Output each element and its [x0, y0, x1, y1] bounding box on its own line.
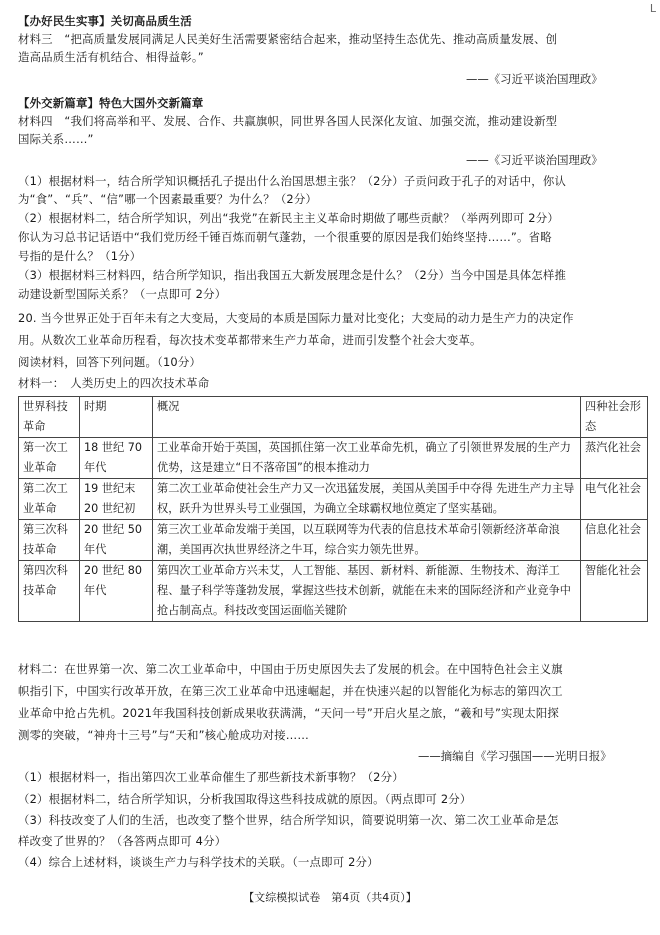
material-2-line-2: 帜指引下，中国实行改革开放，在第三次工业革命中迅速崛起，并在快速兴起的以智能化为标志的第四次工	[18, 684, 563, 698]
table-header-row	[19, 397, 648, 438]
material-4-line-1: 材料四 “我们将高举和平、发展、合作、共赢旗帜，同世界各国人民深化友谊、加强交流，推动建设新型	[18, 114, 558, 128]
cell-social-form: 电气化社会	[581, 479, 648, 520]
sub-question-4: （4）综合上述材料，谈谈生产力与科学技术的关联。（一点即可 2分）	[18, 855, 379, 869]
section-title-livelihood: 【办好民生实事】关切高品质生活	[18, 14, 192, 28]
question-2-line-3: 号指的是什么？（1分）	[18, 249, 142, 263]
header-period: 时期	[80, 397, 153, 438]
material-3-line-1: 材料三 “把高质量发展同满足人民美好生活需要紧密结合起来，推动坚持生态优先、推动高质量发展、创	[18, 32, 558, 46]
cell-revolution: 第四次科技革命	[19, 561, 80, 622]
table-row	[19, 520, 648, 561]
question-1-line-1: （1）根据材料一，结合所学知识概括孔子提出什么治国思想主张？（2分）子贡问政于孔子的对话中，你认	[18, 174, 567, 188]
section-title-diplomacy: 【外交新篇章】特色大国外交新篇章	[18, 96, 204, 110]
problem-20-line-1: 20. 当今世界正处于百年未有之大变局，大变局的本质是国际力量对比变化；大变局的动力是生产力的决定作	[18, 311, 574, 325]
header-revolution: 世界科技革命	[19, 397, 80, 438]
sub-question-2: （2）根据材料二，结合所学知识，分析我国取得这些科技成就的原因。（两点即可 2分）	[18, 792, 472, 806]
page-footer: 【文综模拟试卷 第4页（共4页）】	[243, 891, 417, 904]
material-4-source: ——《习近平谈治国理政》	[466, 153, 603, 167]
table-row	[19, 561, 648, 622]
material-3-line-2: 造高品质生活有机结合、相得益彰。”	[18, 50, 204, 64]
sub-question-3-line-1: （3）科技改变了人们的生活，也改变了整个世界，结合所学知识，简要说明第一次、第二次工业革命是怎	[18, 813, 559, 827]
sub-question-1: （1）根据材料一，指出第四次工业革命催生了那些新技术新事物？（2分）	[18, 770, 404, 784]
cell-revolution: 第三次科技革命	[19, 520, 80, 561]
material-2-line-3: 业革命中抢占先机。2021年我国科技创新成果收获满满，“天问一号”开启火星之旅，“羲和号”实现太阳探	[18, 706, 560, 720]
page-corner-mark: L	[649, 2, 656, 15]
sub-question-3-line-2: 样改变了世界的？（各答两点即可 4分）	[18, 834, 227, 848]
table-row	[19, 479, 648, 520]
cell-period: 20 世纪 50 年代	[80, 520, 153, 561]
material-2-source: ——摘编自《学习强国——光明日报》	[418, 749, 612, 763]
material-1-title: 材料一： 人类历史上的四次技术革命	[18, 376, 210, 390]
problem-20-line-2: 用。从数次工业革命历程看，每次技术变革都带来生产力革命，进而引发整个社会大变革。	[18, 333, 482, 347]
cell-summary: 第三次工业革命发端于美国，以互联网等为代表的信息技术革命引领新经济革命浪潮，美国再次执世界经济之牛耳，综合实力领先世界。	[153, 520, 581, 561]
material-3-source: ——《习近平谈治国理政》	[466, 72, 603, 86]
header-social-form: 四种社会形态	[581, 397, 648, 438]
cell-summary: 工业革命开始于英国，英国抓住第一次工业革命先机，确立了引领世界发展的生产力优势，这是建立“日不落帝国”的根本推动力	[153, 438, 581, 479]
material-2-line-1: 材料二：在世界第一次、第二次工业革命中，中国由于历史原因失去了发展的机会。在中国特色社会主义旗	[18, 662, 563, 676]
cell-summary: 第四次工业革命方兴未艾，人工智能、基因、新材料、新能源、生物技术、海洋工程、量子科学等蓬勃发展，掌握这些技术创新，就能在未来的国际经济和产业竞争中抢占制高点。科技改变国运面临关键阶	[153, 561, 581, 622]
cell-social-form: 蒸汽化社会	[581, 438, 648, 479]
cell-period: 18 世纪 70 年代	[80, 438, 153, 479]
tech-revolution-table	[18, 396, 648, 622]
header-summary: 概况	[153, 397, 581, 438]
question-2-line-1: （2）根据材料二，结合所学知识，列出“我党”在新民主主义革命时期做了哪些贡献？（举两列即可 2分）	[18, 211, 559, 225]
cell-summary: 第二次工业革命使社会生产力又一次迅猛发展，美国从美国手中夺得 先进生产力主导权，跃升为世界头号工业强国，为确立全球霸权地位奠定了坚实基础。	[153, 479, 581, 520]
table-row	[19, 438, 648, 479]
question-1-line-2: 为“食”、“兵”、“信”哪一个因素最重要？为什么？（2分）	[18, 192, 318, 206]
question-3-line-2: 动建设新型国际关系？（一点即可 2分）	[18, 287, 227, 301]
material-4-line-2: 国际关系……”	[18, 132, 94, 146]
cell-period: 20 世纪 80 年代	[80, 561, 153, 622]
question-2-line-2: 你认为习总书记话语中“我们党历经千锤百炼而朝气蓬勃，一个很重要的原因是我们始终坚持……”。省略	[18, 230, 552, 244]
problem-20-line-3: 阅读材料，回答下列问题。（10分）	[18, 355, 202, 369]
cell-revolution: 第二次工业革命	[19, 479, 80, 520]
question-3-line-1: （3）根据材料三材料四，结合所学知识，指出我国五大新发展理念是什么？（2分）当今中国是具体怎样推	[18, 268, 567, 282]
cell-social-form: 信息化社会	[581, 520, 648, 561]
cell-revolution: 第一次工业革命	[19, 438, 80, 479]
material-2-line-4: 测零的突破，“神舟十三号”与“天和”核心舱成功对接……	[18, 728, 309, 742]
cell-period: 19 世纪末 20 世纪初	[80, 479, 153, 520]
cell-social-form: 智能化社会	[581, 561, 648, 622]
